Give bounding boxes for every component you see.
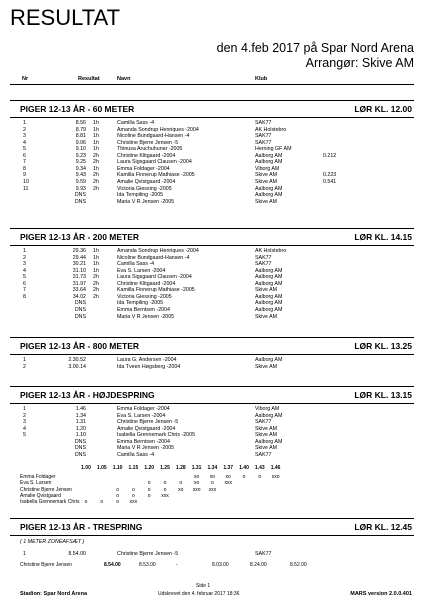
- club-name: Aalborg AM: [255, 152, 283, 159]
- placing: 2: [23, 412, 26, 419]
- athlete-name: Laura Sigsgaard Clausen -2004: [117, 159, 192, 166]
- attempt-mark: xo: [178, 486, 184, 493]
- placing: 1: [23, 120, 26, 126]
- club-name: SAK77: [255, 419, 272, 426]
- event-title: PIGER 12-13 ÅR - HØJDESPRING: [20, 390, 155, 400]
- attempt-mark: xo: [209, 474, 216, 480]
- height-label: 1.20: [144, 465, 155, 471]
- section-divider: [10, 228, 414, 229]
- result-value: 31.73: [72, 274, 86, 281]
- placing: 11: [23, 185, 29, 192]
- athlete-name: Ida Tveen Høgsberg -2004: [117, 363, 181, 370]
- attempt-mark: o: [100, 499, 104, 506]
- placing: 1: [23, 357, 26, 363]
- event-title: PIGER 12-13 ÅR - 60 METER: [20, 104, 135, 114]
- athlete-name: Amalie Qvistgaard: [20, 492, 61, 499]
- event-title: PIGER 12-13 ÅR - 200 METER: [20, 232, 140, 242]
- placing: 3: [23, 261, 26, 268]
- heat: 1h: [93, 254, 99, 261]
- section-divider: [10, 337, 414, 338]
- club-name: Aalborg AM: [255, 306, 283, 313]
- attempt-mark: o: [147, 480, 151, 487]
- result-value: 9.59: [75, 178, 86, 185]
- athlete-name: Nicoline Bundgaard-Hansen -4: [117, 133, 190, 140]
- athlete-name: Eva S. Larsen: [20, 480, 52, 487]
- athlete-name: Laura G. Andersen -2004: [117, 357, 177, 363]
- heat: 1h: [93, 267, 99, 274]
- attempt-mark: o: [84, 499, 88, 506]
- jump-attempt: -: [176, 562, 178, 568]
- club-name: Skive AM: [255, 445, 278, 452]
- height-label: 1.15: [128, 465, 139, 471]
- result-value: 9.43: [75, 172, 86, 179]
- club-name: Aalborg AM: [255, 412, 283, 419]
- result-value: 8.79: [75, 126, 86, 133]
- placing: 2: [23, 254, 26, 261]
- athlete-name: Emma Foldager: [20, 474, 56, 480]
- placing: 4: [23, 139, 26, 146]
- header-divider: [10, 84, 414, 85]
- attempt-mark: o: [116, 499, 119, 506]
- event-note: ( 1 METER ZONEAFSÆT ): [20, 539, 85, 545]
- placing: 4: [23, 267, 26, 274]
- col-club: Klub: [255, 76, 268, 82]
- attempt-mark: o: [211, 480, 214, 487]
- athlete-name: Amanda Sondrup Henriques -2004: [117, 126, 199, 133]
- club-name: Viborg AM: [255, 406, 280, 412]
- col-nr: Nr: [22, 76, 29, 82]
- result-value: 30.21: [72, 261, 86, 268]
- athlete-name: Christine Klitgaard -2004: [117, 152, 176, 159]
- attempt-mark: o: [179, 480, 183, 487]
- heat: 1h: [93, 120, 99, 126]
- jump-attempt: 8.52.00: [290, 562, 307, 568]
- height-label: 1.40: [239, 465, 249, 471]
- result-value: 9.10: [75, 146, 86, 153]
- athlete-name: Kamilla Finnerup Mathiase -2005: [117, 172, 195, 179]
- placing: 1: [23, 406, 26, 412]
- result-value: 31.97: [72, 280, 86, 287]
- result-value: DNS: [74, 300, 86, 307]
- club-name: Aalborg AM: [255, 438, 283, 445]
- heat: 2h: [93, 172, 99, 179]
- height-label: 1.34: [207, 465, 218, 471]
- placing: 8: [23, 293, 26, 300]
- club-name: Herning GF AM: [255, 146, 292, 153]
- placing: 2: [23, 126, 26, 133]
- col-name: Navn: [117, 76, 131, 82]
- placing: 7: [23, 287, 26, 294]
- placing: 2: [23, 363, 26, 370]
- placing: 5: [23, 146, 26, 153]
- page-number: Side 1: [196, 583, 211, 589]
- result-value: DNS: [74, 313, 86, 320]
- result-value: 1.20: [75, 425, 86, 432]
- height-label: 1.46: [270, 465, 281, 471]
- result-value: 9.93: [75, 185, 86, 192]
- athlete-name: Maria V R Jensen -2005: [117, 313, 175, 320]
- result-value: 2.30.52: [68, 357, 86, 363]
- athlete-name: Emma Foldager -2004: [117, 406, 170, 412]
- athlete-name: Isabella Grennemark Chris: [20, 499, 80, 506]
- heat: 1h: [93, 165, 99, 172]
- heat: 1h: [93, 133, 99, 140]
- heat: 2h: [93, 178, 99, 185]
- result-value: 31.10: [72, 267, 86, 274]
- placing: 1: [23, 248, 26, 254]
- event-date-venue: den 4.feb 2017 på Spar Nord Arena: [216, 41, 414, 55]
- heat: 2h: [93, 152, 99, 159]
- club-name: Aalborg AM: [255, 267, 283, 274]
- result-value: 8.81: [75, 133, 86, 140]
- club-name: Aalborg AM: [255, 293, 283, 300]
- club-name: Skive AM: [255, 198, 278, 205]
- organizer: Arrangør: Skive AM: [305, 56, 414, 70]
- club-name: Aalborg AM: [255, 280, 283, 287]
- club-name: Aalborg AM: [255, 159, 283, 166]
- athlete-name: Maria V R Jensen -2005: [117, 445, 175, 452]
- placing: 1: [23, 551, 26, 557]
- club-name: SAK77: [255, 133, 272, 140]
- height-label: 1.43: [254, 465, 265, 471]
- heat: 1h: [93, 248, 99, 254]
- club-name: SAK77: [255, 261, 272, 268]
- placing: 6: [23, 280, 26, 287]
- club-name: Skive AM: [255, 287, 278, 294]
- attempt-mark: o: [242, 474, 246, 480]
- reaction-time: 0.212: [323, 152, 337, 159]
- attempt-mark: xxx: [161, 492, 169, 499]
- section-divider: [10, 403, 414, 404]
- attempt-mark: xxx: [208, 486, 217, 493]
- jump-attempt: 8.24.00: [250, 562, 267, 568]
- athlete-name: Ida Tempiling -2005: [117, 192, 164, 199]
- attempt-mark: xo: [193, 474, 200, 480]
- height-label: 1.31: [191, 465, 202, 471]
- reaction-time: 0.223: [323, 172, 337, 179]
- athlete-name: Camilla Sass -4: [117, 451, 155, 458]
- event-datetime: LØR KL. 13.25: [354, 341, 412, 351]
- software-version: MARS version 2.0.0.401: [350, 591, 412, 597]
- club-name: Aalborg AM: [255, 192, 283, 199]
- page-title: RESULTAT: [10, 5, 121, 30]
- athlete-name: Camilla Sass -4: [117, 261, 155, 268]
- section-divider: [10, 117, 414, 118]
- athlete-name: Ida Tempiling -2005: [117, 300, 164, 307]
- attempt-mark: o: [116, 486, 119, 493]
- attempt-mark: xxx: [129, 499, 138, 506]
- club-name: Skive AM: [255, 313, 278, 320]
- result-value: 8.54.00: [68, 551, 86, 557]
- result-value: 9.23: [75, 152, 86, 159]
- club-name: Skive AM: [255, 178, 278, 185]
- height-label: 1.00: [81, 465, 91, 471]
- club-name: Aalborg AM: [255, 357, 283, 363]
- result-value: 1.31: [75, 419, 86, 426]
- event-title: PIGER 12-13 ÅR - 800 METER: [20, 341, 140, 351]
- club-name: Skive AM: [255, 425, 278, 432]
- athlete-name: Emma Berntsen -2004: [117, 438, 170, 445]
- result-value: 29.36: [72, 248, 86, 254]
- reaction-time: 0.541: [323, 178, 337, 185]
- height-label: 1.25: [160, 465, 170, 471]
- placing: 7: [23, 159, 26, 166]
- attempt-mark: o: [132, 492, 135, 499]
- stadium-label: Stadion: Spar Nord Arena: [20, 591, 88, 597]
- section-divider: [10, 518, 414, 519]
- athlete-name: Amalie Qvistgaard -2004: [117, 425, 176, 432]
- section-divider: [10, 245, 414, 246]
- height-label: 1.10: [112, 465, 123, 471]
- athlete-name: Christine Bjerre Jensen: [20, 486, 72, 493]
- athlete-name: Emma Berntsen -2004: [117, 306, 170, 313]
- result-value: DNS: [74, 192, 86, 199]
- attempt-mark: xo: [193, 480, 200, 487]
- placing: 3: [23, 133, 26, 140]
- height-label: 1.05: [96, 465, 107, 471]
- club-name: AK Holstebro: [255, 248, 287, 254]
- heat: 2h: [93, 185, 99, 192]
- club-name: SAK77: [255, 139, 272, 146]
- athlete-name: Camilla Sass -4: [117, 120, 155, 126]
- event-title: PIGER 12-13 ÅR - TRESPRING: [20, 522, 143, 532]
- club-name: SAK77: [255, 451, 272, 458]
- col-result: Resultat: [78, 76, 100, 82]
- result-value: DNS: [74, 445, 86, 452]
- heat: 2h: [93, 287, 99, 294]
- club-name: Aalborg AM: [255, 274, 283, 281]
- height-label: 1.37: [223, 465, 234, 471]
- result-value: 9.06: [75, 139, 86, 146]
- athlete-name: Christine Bjerre Jensen: [20, 562, 72, 568]
- section-divider: [10, 100, 414, 101]
- attempt-mark: xo: [225, 474, 231, 480]
- attempt-mark: o: [147, 486, 151, 493]
- event-datetime: LØR KL. 14.15: [354, 232, 412, 242]
- heat: 2h: [93, 159, 99, 166]
- athlete-name: Laura Sigsgaard Clausen -2004: [117, 274, 192, 281]
- heat: 2h: [93, 280, 99, 287]
- athlete-name: Kamilla Finnerup Mathiase -2005: [117, 287, 195, 294]
- result-value: 9.34: [75, 165, 86, 172]
- height-label: 1.28: [175, 465, 186, 471]
- athlete-name: Christine Bjerre Jensen -5: [117, 551, 179, 557]
- athlete-name: Nicoline Bundgaard-Hansen -4: [117, 254, 190, 261]
- heat: 2h: [93, 293, 99, 300]
- athlete-name: Christine Bjerre Jensen -5: [117, 139, 179, 146]
- placing: 10: [23, 178, 29, 185]
- club-name: Skive AM: [255, 432, 278, 439]
- club-name: Aalborg AM: [255, 300, 283, 307]
- result-value: DNS: [74, 306, 86, 313]
- athlete-name: Amanda Sondrup Henriques -2004: [117, 248, 199, 254]
- athlete-name: Maria V R Jensen -2005: [117, 198, 175, 205]
- placing: 5: [23, 274, 26, 281]
- athlete-name: Christine Bjerre Jensen -5: [117, 419, 179, 426]
- athlete-name: Victoria Giessing -2005: [117, 293, 172, 300]
- placing: 9: [23, 172, 26, 179]
- club-name: Viborg AM: [255, 165, 280, 172]
- attempt-mark: xxx: [224, 480, 232, 487]
- printed-timestamp: Udskrevet den 4. februar 2017 18:36: [158, 591, 240, 597]
- attempt-mark: o: [163, 480, 167, 487]
- athlete-name: Eva S. Larsen -2004: [117, 267, 166, 274]
- result-value: 33.64: [72, 287, 86, 294]
- result-value: 8.56: [75, 120, 86, 126]
- athlete-name: Thinusa Aruchuhunar -2005: [117, 146, 183, 153]
- athlete-name: Eva S. Larsen -2004: [117, 412, 166, 419]
- section-divider: [10, 354, 414, 355]
- heat: 2h: [93, 274, 99, 281]
- heat: 1h: [93, 126, 99, 133]
- result-value: 1.34: [75, 412, 86, 419]
- attempt-mark: o: [132, 486, 135, 493]
- result-value: 9.25: [75, 159, 86, 166]
- attempt-mark: xxo: [271, 474, 280, 480]
- result-value: 1.46: [75, 406, 86, 412]
- placing: 5: [23, 432, 26, 439]
- club-name: Skive AM: [255, 363, 278, 370]
- placing: 8: [23, 165, 26, 172]
- heat: 1h: [93, 261, 99, 268]
- club-name: Aalborg AM: [255, 185, 283, 192]
- athlete-name: Emma Foldager -2004: [117, 165, 170, 172]
- result-value: DNS: [74, 438, 86, 445]
- event-datetime: LØR KL. 12.45: [354, 522, 412, 532]
- result-value: DNS: [74, 451, 86, 458]
- heat: 1h: [93, 146, 99, 153]
- club-name: SAK77: [255, 551, 272, 557]
- club-name: SAK77: [255, 254, 272, 261]
- club-name: Skive AM: [255, 172, 278, 179]
- attempt-mark: o: [258, 474, 262, 480]
- heat: 1h: [93, 139, 99, 146]
- jump-attempt: 8.03.00: [212, 562, 229, 568]
- event-datetime: LØR KL. 12.00: [354, 104, 412, 114]
- jump-attempt: 8.53.00: [139, 562, 156, 568]
- athlete-name: Victoria Giessing -2005: [117, 185, 172, 192]
- club-name: AK Holstebro: [255, 126, 287, 133]
- attempt-mark: xxo: [192, 486, 201, 493]
- athlete-name: Christine Klitgaard -2004: [117, 280, 176, 287]
- attempt-mark: o: [116, 492, 119, 499]
- result-value: DNS: [74, 198, 86, 205]
- result-value: 3.00.14: [68, 363, 86, 370]
- athlete-name: Amalie Qvistgaard -2004: [117, 178, 176, 185]
- placing: 4: [23, 425, 26, 432]
- result-value: 29.44: [72, 254, 86, 261]
- result-value: 34.02: [72, 293, 86, 300]
- placing: 6: [23, 152, 26, 159]
- placing: 3: [23, 419, 26, 426]
- section-divider: [10, 386, 414, 387]
- jump-attempt: 8.54.00: [104, 562, 121, 568]
- attempt-mark: o: [163, 486, 167, 493]
- section-divider: [10, 535, 414, 536]
- event-datetime: LØR KL. 13.15: [354, 390, 412, 400]
- attempt-mark: o: [147, 492, 151, 499]
- club-name: SAK77: [255, 120, 272, 126]
- athlete-name: Isabella Grennemark Chris -2005: [117, 432, 196, 439]
- result-value: 1.10: [75, 432, 86, 439]
